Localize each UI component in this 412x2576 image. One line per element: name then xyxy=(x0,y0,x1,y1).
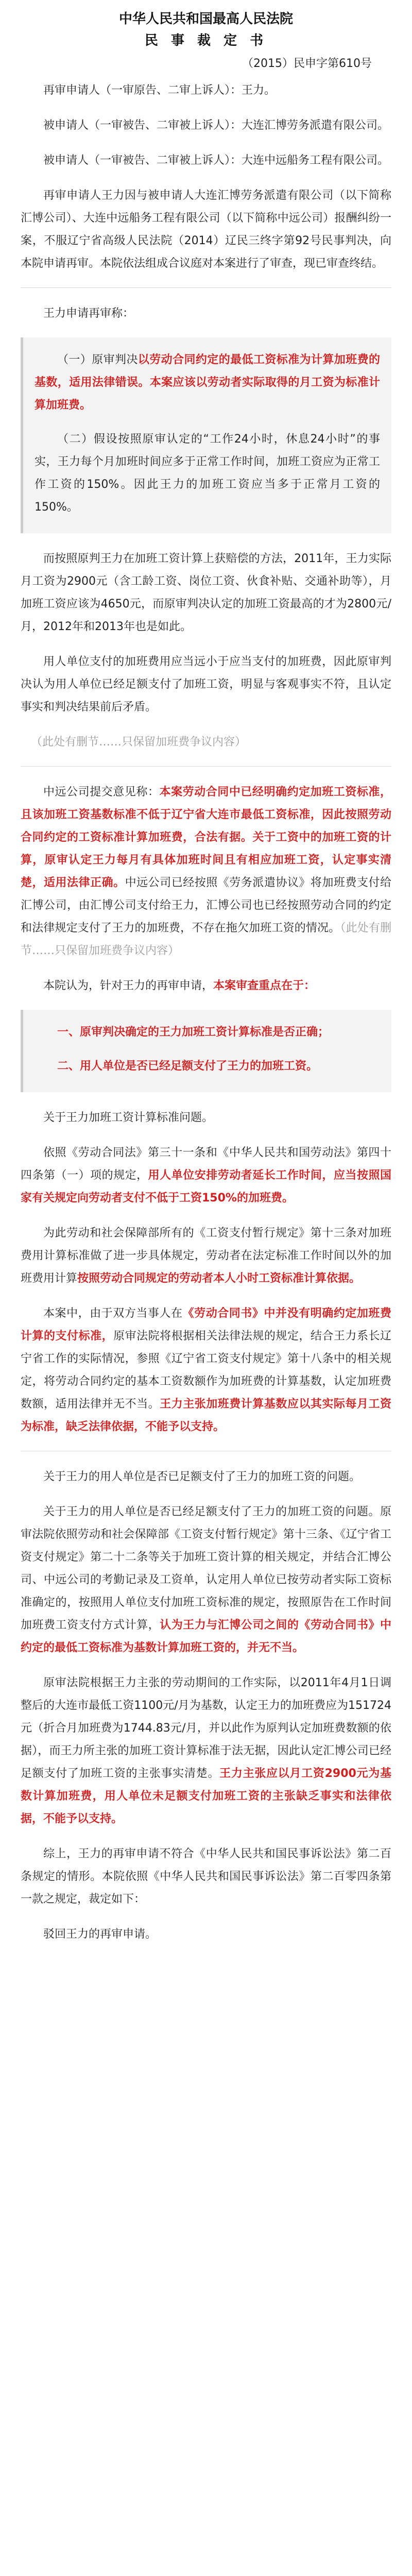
respondent-opinion-emphasis-2: 关于工资中的加班工资的计算，原审认定王力每月有具体加班时间且有相应加班工资，认定事实清楚，适用法律正确。 xyxy=(21,831,391,889)
issue-item-2: 二、用人单位是否已经足额支付了王力的加班工资。 xyxy=(57,1060,318,1073)
issue-1-heading: 关于王力加班工资计算标准问题。 xyxy=(43,1111,214,1124)
ruling: 驳回王力的再审申请。 xyxy=(43,1928,157,1941)
party-respondent-2: 被申请人（一审被告、二审被上诉人）：大连中远船务工程有限公司。 xyxy=(43,154,389,167)
omitted-note-2: （此处有删节……只保留加班费争议内容） xyxy=(21,922,391,957)
claim-1-emphasis: 以劳动合同约定的最低工资标准为计算加班费的基数，适用法律错误。本案应该以劳动者实际取得的月工资为标准计算加班费。 xyxy=(35,353,380,412)
claim-2-conclusion: 用人单位支付的加班费用应当远小于应当支付的加班费，因此原审判决认为用人单位已经足额支付了加班工资，明显与客观事实不符，且认定事实和判决结果前后矛盾。 xyxy=(21,655,391,714)
case-number: （2015）民申字第610号 xyxy=(242,57,372,70)
claim-1-prefix: （一）原审判决 xyxy=(57,353,138,366)
payment-verification-emphasis: 王力主张应以月工资2900元为基数计算加班费，用人单位未足额支付加班工资的主张缺乏事实和法律依据，不能予以支持。 xyxy=(21,1767,391,1825)
payment-analysis xyxy=(21,1501,391,1659)
issues-box xyxy=(21,1010,391,1092)
claim-1 xyxy=(35,349,380,417)
payment-analysis-emphasis: 认为王力与汇博公司之间的《劳动合同书》中约定的最低工资标准为基数计算加班工资的，并无不当。 xyxy=(21,1619,391,1654)
claim-2: （二）假设按照原审认定的“工作24小时，休息24小时”的事实，王力每个月加班时间应多于正常工作时间，加班工资应为正常工作工资的150%。因此王力的加班工资应当多于正常月工资的150%。 xyxy=(35,433,380,514)
payment-verification xyxy=(21,1672,391,1831)
respondent-opinion-rest: 中远公司已经按照《劳务派遣协议》将加班费支付给汇博公司，由汇博公司支付给王力，汇博公司也已经按照劳动合同的约定和法律规定支付了王力的加班费，不存在拖欠加班工资的情况。 xyxy=(21,876,391,935)
case-intro: 再审申请人王力因与被申请人大连汇博劳务派遣有限公司（以下简称汇博公司）、大连中远船务工程有限公司（以下简称中远公司）报酬纠纷一案，不服辽宁省高级人民法院（2014）辽民三终字第92号民事判决，向本院申请再审。本院依法组成合议庭对本案进行了审查，现已审查终结。 xyxy=(21,189,391,270)
section-divider xyxy=(21,766,391,767)
section-divider xyxy=(21,287,391,288)
case-analysis xyxy=(21,1302,391,1438)
law-basis-emphasis: 用人单位安排劳动者延长工作时间，应当按照国家有关规定向劳动者支付不低于工资150%的加班费。 xyxy=(21,1169,391,1205)
respondent-opinion-emphasis-1: 本案劳动合同中已经明确约定加班工资标准，且该加班工资基数标准不低于辽宁省大连市最低工资标准，因此按照劳动合同约定的工资标准计算加班费，合法有据。 xyxy=(21,786,391,844)
court-view-prefix: 本院认为，针对王力的再审申请， xyxy=(43,979,214,992)
rules-basis xyxy=(21,1222,391,1290)
omitted-note-1: （此处有删节……只保留加班费争议内容） xyxy=(31,736,247,749)
conclusion: 综上，王力的再审申请不符合《中华人民共和国民事诉讼法》第二百条规定的情形。本院依照《中华人民共和国民事诉讼法》第二百零四条第一款之规定，裁定如下： xyxy=(21,1848,391,1906)
issue-item-1: 一、原审判决确定的王力加班工资计算标准是否正确； xyxy=(57,1026,330,1039)
rules-basis-emphasis: 按照劳动合同规定的劳动者本人小时工资标准计算依据。 xyxy=(77,1272,361,1285)
issue-2-heading: 关于王力的用人单位是否已足额支付了王力的加班工资的问题。 xyxy=(43,1470,361,1483)
case-analysis-emphasis-1: 《劳动合同书》中并没有明确约定加班费计算的支付标准， xyxy=(21,1307,391,1343)
case-analysis-emphasis-2: 王力主张加班费计算基数应以其实际每月工资为标准，缺乏法律依据，不能予以支持。 xyxy=(21,1398,391,1433)
claim-2-calculation: 而按照原判王力在加班工资计算上获赔偿的方法，2011年，王力实际月工资为2900元（含工龄工资、岗位工资、伙食补贴、交通补助等），月加班工资应该为4650元，而原审判决认定的加班工资最高的才为2800元/月，2012年和2013年也是如此。 xyxy=(21,552,391,633)
respondent-opinion xyxy=(21,781,391,962)
payment-verification-prefix: 原审法院根据王力主张的劳动期间的工作实际，以2011年4月1日调整后的大连市最低工资1100元/月为基数，认定王力的加班费应为151724元（折合月加班费为1744.83元/月，并以此作为原判认定加班费数额的依据），而王力所主张的加班工资计算标准于法无据，因此认定汇博公司已经足额支付了加班工资的主张事实清楚。 xyxy=(21,1676,391,1780)
respondent-opinion-prefix: 中远公司提交意见称： xyxy=(43,786,160,799)
law-basis xyxy=(21,1142,391,1210)
claims-box xyxy=(21,337,391,533)
rules-basis-prefix: 为此劳动和社会保障部所有的《工资支付暂行规定》第十三条对加班费用计算标准做了进一步具体规定，劳动者在法定标准工作时间以外的加班费用计算 xyxy=(21,1227,391,1285)
case-analysis-prefix: 本案中，由于双方当事人在 xyxy=(43,1307,183,1320)
case-analysis-middle: 原审法院将根据相关法律法规的规定，结合王力系长辽宁省工作的实际情况，参照《辽宁省工资支付规定》第十八条中的相关规定，将劳动合同约定的基本工资数额作为加班费的计算基数，认定加班费数额，适用法律并无不当。 xyxy=(21,1330,391,1411)
party-respondent-1: 被申请人（一审被告、二审被上诉人）：大连汇博劳务派遣有限公司。 xyxy=(43,119,389,132)
law-basis-prefix: 依照《劳动合同法》第三十一条和《中华人民共和国劳动法》第四十四条第（一）项的规定， xyxy=(21,1146,391,1182)
payment-analysis-prefix: 关于王力的用人单位是否已经足额支付了王力的加班工资的问题。原审法院依照劳动和社会保障部《工资支付暂行规定》第十三条、《辽宁省工资支付规定》第二十二条等关于加班工资计算的相关规定，并结合汇博公司、中远公司的考勤记录及工资单，认定用人单位已按劳动者实际工资标准确定的，按照用人单位支付加班工资标准的规定，按照原告在工作时间加班费工资支付方式计算， xyxy=(21,1505,391,1632)
party-applicant: 再审申请人（一审原告、二审上诉人）：王力。 xyxy=(43,84,276,97)
claims-intro: 王力申请再审称： xyxy=(43,307,134,320)
court-name: 中华人民共和国最高人民法院 xyxy=(118,11,293,27)
court-view xyxy=(21,975,391,997)
court-view-emphasis: 本案审查重点在于： xyxy=(213,979,316,992)
document-title: 民 事 裁 定 书 xyxy=(144,33,268,48)
